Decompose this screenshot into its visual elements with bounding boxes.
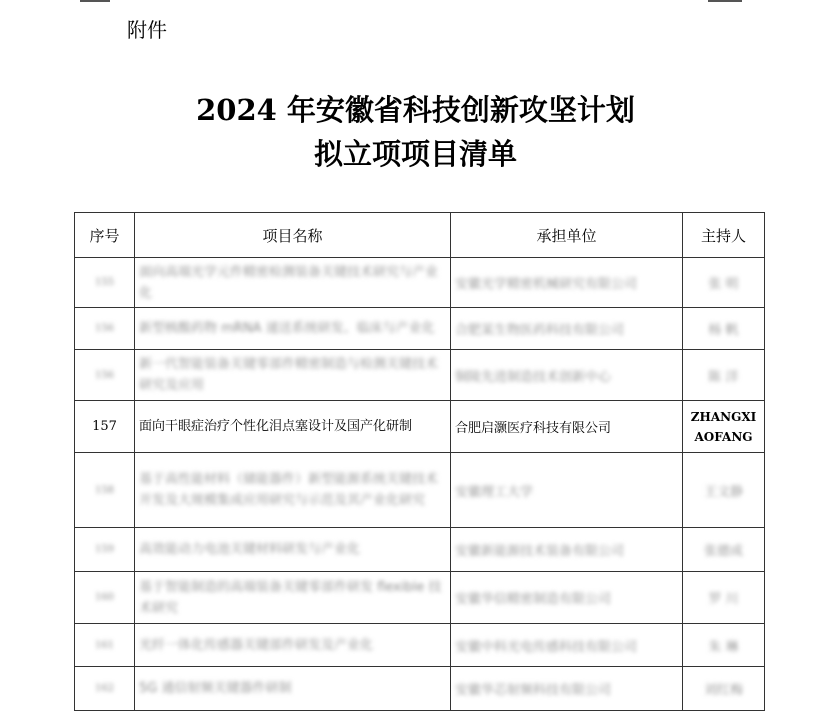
row-index: 155 <box>75 258 135 308</box>
row-unit: 安徽新能源技术装备有限公司 <box>451 528 683 572</box>
table-row <box>75 350 765 401</box>
row-index: 158 <box>75 453 135 528</box>
header-rule-left <box>80 0 110 2</box>
row-unit: 安徽华信精密制造有限公司 <box>451 572 683 624</box>
row-project-name-text: 光纤一体化传感器关键部件研发及产业化 <box>139 637 374 653</box>
row-project-name-text: 基于智能制造的高端装备关键零部件研发 flexible 技术研究 <box>139 579 442 616</box>
table-header-row <box>75 213 765 258</box>
table-row <box>75 308 765 350</box>
row-host: 王文静 <box>683 453 765 528</box>
row-project-name <box>135 308 451 350</box>
row-unit: 安徽中科光电传感科技有限公司 <box>451 624 683 667</box>
row-index: 157 <box>75 401 135 453</box>
row-project-name <box>135 667 451 711</box>
table-row <box>75 572 765 624</box>
row-project-name <box>135 453 451 528</box>
row-unit: 安徽光学精密机械研究有限公司 <box>451 258 683 308</box>
row-project-name-text: 新型核酸药物 mRNA 递送系统研发、临床与产业化 <box>139 321 435 336</box>
table-row <box>75 453 765 528</box>
row-project-name-text: 新一代智能装备关键零部件精密制造与检测关键技术研究及应用 <box>139 357 439 393</box>
row-project-name-text: 5G 通信射频关键器件研制 <box>139 681 292 696</box>
row-project-name-text: 面向干眼症治疗个性化泪点塞设计及国产化研制 <box>139 419 413 434</box>
row-project-name <box>135 528 451 572</box>
row-host: 罗 川 <box>683 572 765 624</box>
row-unit: 铜陵先进制造技术创新中心 <box>451 350 683 401</box>
row-host: 张 明 <box>683 258 765 308</box>
row-host-text: ZHANGXIAOFANG <box>690 409 757 444</box>
row-project-name-text: 面向高端光学元件精密检测装备关键技术研究与产业化 <box>139 264 439 301</box>
row-index: 159 <box>75 528 135 572</box>
table-row <box>75 667 765 711</box>
column-header-unit: 承担单位 <box>451 213 683 258</box>
row-unit: 合肥启灏医疗科技有限公司 <box>451 401 683 453</box>
row-project-name-text: 高效能动力电池关键材料研发与产业化 <box>139 542 361 557</box>
table-row <box>75 624 765 667</box>
row-index: 162 <box>75 667 135 711</box>
row-index: 161 <box>75 624 135 667</box>
row-project-name <box>135 624 451 667</box>
row-unit: 安徽华芯射频科技有限公司 <box>451 667 683 711</box>
row-unit: 合肥某生物医药科技有限公司 <box>451 308 683 350</box>
document-title-line2: 拟立项项目清单 <box>313 137 517 171</box>
column-header-project-name: 项目名称 <box>135 213 451 258</box>
document-title-line1: 2024 年安徽省科技创新攻坚计划 <box>196 93 635 127</box>
table-row <box>75 401 765 453</box>
row-host <box>683 401 765 453</box>
row-project-name <box>135 350 451 401</box>
row-project-name-text: 基于高性能材料（储能器件）新型能源系统关键技术开发及大规模集成应用研究与示范及其产业化研究 <box>139 472 439 508</box>
attachment-label: 附件 <box>127 18 167 42</box>
column-header-index: 序号 <box>75 213 135 258</box>
row-host: 陈 洋 <box>683 350 765 401</box>
project-table <box>74 212 765 711</box>
row-unit: 安徽理工大学 <box>451 453 683 528</box>
row-host: 杨 帆 <box>683 308 765 350</box>
table-row <box>75 258 765 308</box>
row-index: 160 <box>75 572 135 624</box>
header-rule-right <box>708 0 742 2</box>
row-project-name <box>135 572 451 624</box>
row-project-name <box>135 258 451 308</box>
row-index: 156 <box>75 308 135 350</box>
column-header-host: 主持人 <box>683 213 765 258</box>
row-host: 张德成 <box>683 528 765 572</box>
row-host: 朱 琳 <box>683 624 765 667</box>
row-project-name <box>135 401 451 453</box>
row-index: 156 <box>75 350 135 401</box>
row-host: 刘红梅 <box>683 667 765 711</box>
table-row <box>75 528 765 572</box>
